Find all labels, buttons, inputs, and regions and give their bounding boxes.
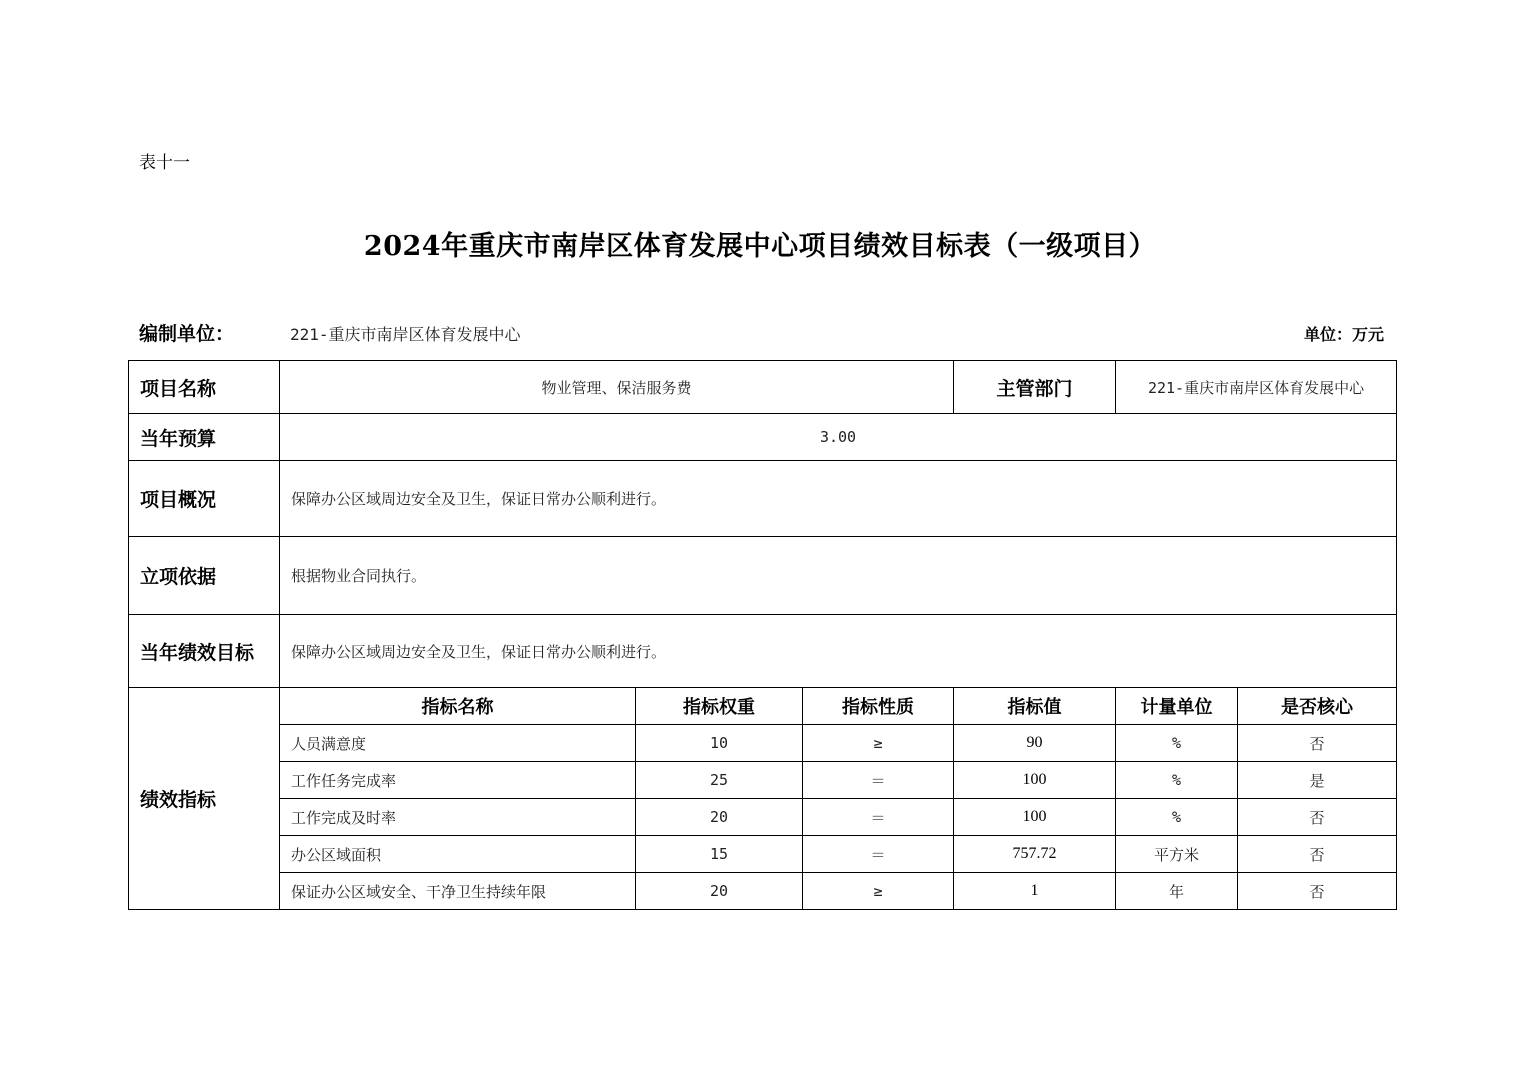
unit-label: 单位：万元 — [1303, 325, 1384, 344]
indicator-unit: 平方米 — [1116, 836, 1238, 873]
indicator-unit: 年 — [1116, 873, 1238, 910]
indicator-nature: ≥ — [803, 725, 954, 762]
basis-row — [129, 537, 1397, 615]
compiler-value: 221-重庆市南岸区体育发展中心 — [290, 325, 521, 344]
indicator-row — [129, 725, 1397, 762]
indicator-unit: % — [1116, 762, 1238, 799]
overview-row — [129, 461, 1397, 537]
compiler-label: 编制单位： — [139, 323, 235, 345]
project-name-label: 项目名称 — [129, 361, 280, 414]
indicator-nature: ＝ — [803, 836, 954, 873]
budget-label: 当年预算 — [129, 414, 280, 461]
indicator-value: 100 — [954, 799, 1116, 836]
header-indicator-value: 指标值 — [954, 688, 1116, 725]
indicator-core: 是 — [1238, 762, 1397, 799]
dept-label: 主管部门 — [954, 361, 1116, 414]
indicator-name: 保证办公区域安全、干净卫生持续年限 — [280, 873, 636, 910]
indicator-name: 人员满意度 — [280, 725, 636, 762]
project-name-value: 物业管理、保洁服务费 — [280, 361, 954, 414]
header-indicator-weight: 指标权重 — [636, 688, 803, 725]
indicator-unit: % — [1116, 799, 1238, 836]
indicator-core: 否 — [1238, 799, 1397, 836]
header-is-core: 是否核心 — [1238, 688, 1397, 725]
indicator-row — [129, 873, 1397, 910]
goal-value: 保障办公区域周边安全及卫生，保证日常办公顺利进行。 — [280, 615, 1397, 688]
performance-target-table — [128, 360, 1397, 910]
indicator-nature: ＝ — [803, 762, 954, 799]
overview-label: 项目概况 — [129, 461, 280, 537]
budget-row — [129, 414, 1397, 461]
basis-label: 立项依据 — [129, 537, 280, 615]
header-indicator-name: 指标名称 — [280, 688, 636, 725]
indicator-weight: 20 — [636, 799, 803, 836]
indicator-nature: ＝ — [803, 799, 954, 836]
indicator-value: 757.72 — [954, 836, 1116, 873]
indicator-value: 90 — [954, 725, 1116, 762]
header-measure-unit: 计量单位 — [1116, 688, 1238, 725]
indicator-name: 办公区域面积 — [280, 836, 636, 873]
project-name-row — [129, 361, 1397, 414]
indicator-row — [129, 836, 1397, 873]
page-title: 2024年重庆市南岸区体育发展中心项目绩效目标表（一级项目） — [363, 231, 1157, 262]
goal-label: 当年绩效目标 — [129, 615, 280, 688]
indicator-row — [129, 762, 1397, 799]
indicator-core: 否 — [1238, 725, 1397, 762]
indicator-core: 否 — [1238, 873, 1397, 910]
dept-value: 221-重庆市南岸区体育发展中心 — [1116, 361, 1397, 414]
indicator-weight: 20 — [636, 873, 803, 910]
indicator-weight: 15 — [636, 836, 803, 873]
indicators-label: 绩效指标 — [129, 688, 280, 910]
indicator-value: 1 — [954, 873, 1116, 910]
indicator-weight: 10 — [636, 725, 803, 762]
budget-value: 3.00 — [280, 414, 1397, 461]
indicator-nature: ≥ — [803, 873, 954, 910]
indicator-header-row — [129, 688, 1397, 725]
indicator-name: 工作任务完成率 — [280, 762, 636, 799]
goal-row — [129, 615, 1397, 688]
indicator-core: 否 — [1238, 836, 1397, 873]
overview-value: 保障办公区域周边安全及卫生，保证日常办公顺利进行。 — [280, 461, 1397, 537]
indicator-name: 工作完成及时率 — [280, 799, 636, 836]
table-number: 表十一 — [139, 153, 190, 173]
indicator-weight: 25 — [636, 762, 803, 799]
indicator-value: 100 — [954, 762, 1116, 799]
basis-value: 根据物业合同执行。 — [280, 537, 1397, 615]
header-indicator-nature: 指标性质 — [803, 688, 954, 725]
indicator-row — [129, 799, 1397, 836]
indicator-unit: % — [1116, 725, 1238, 762]
